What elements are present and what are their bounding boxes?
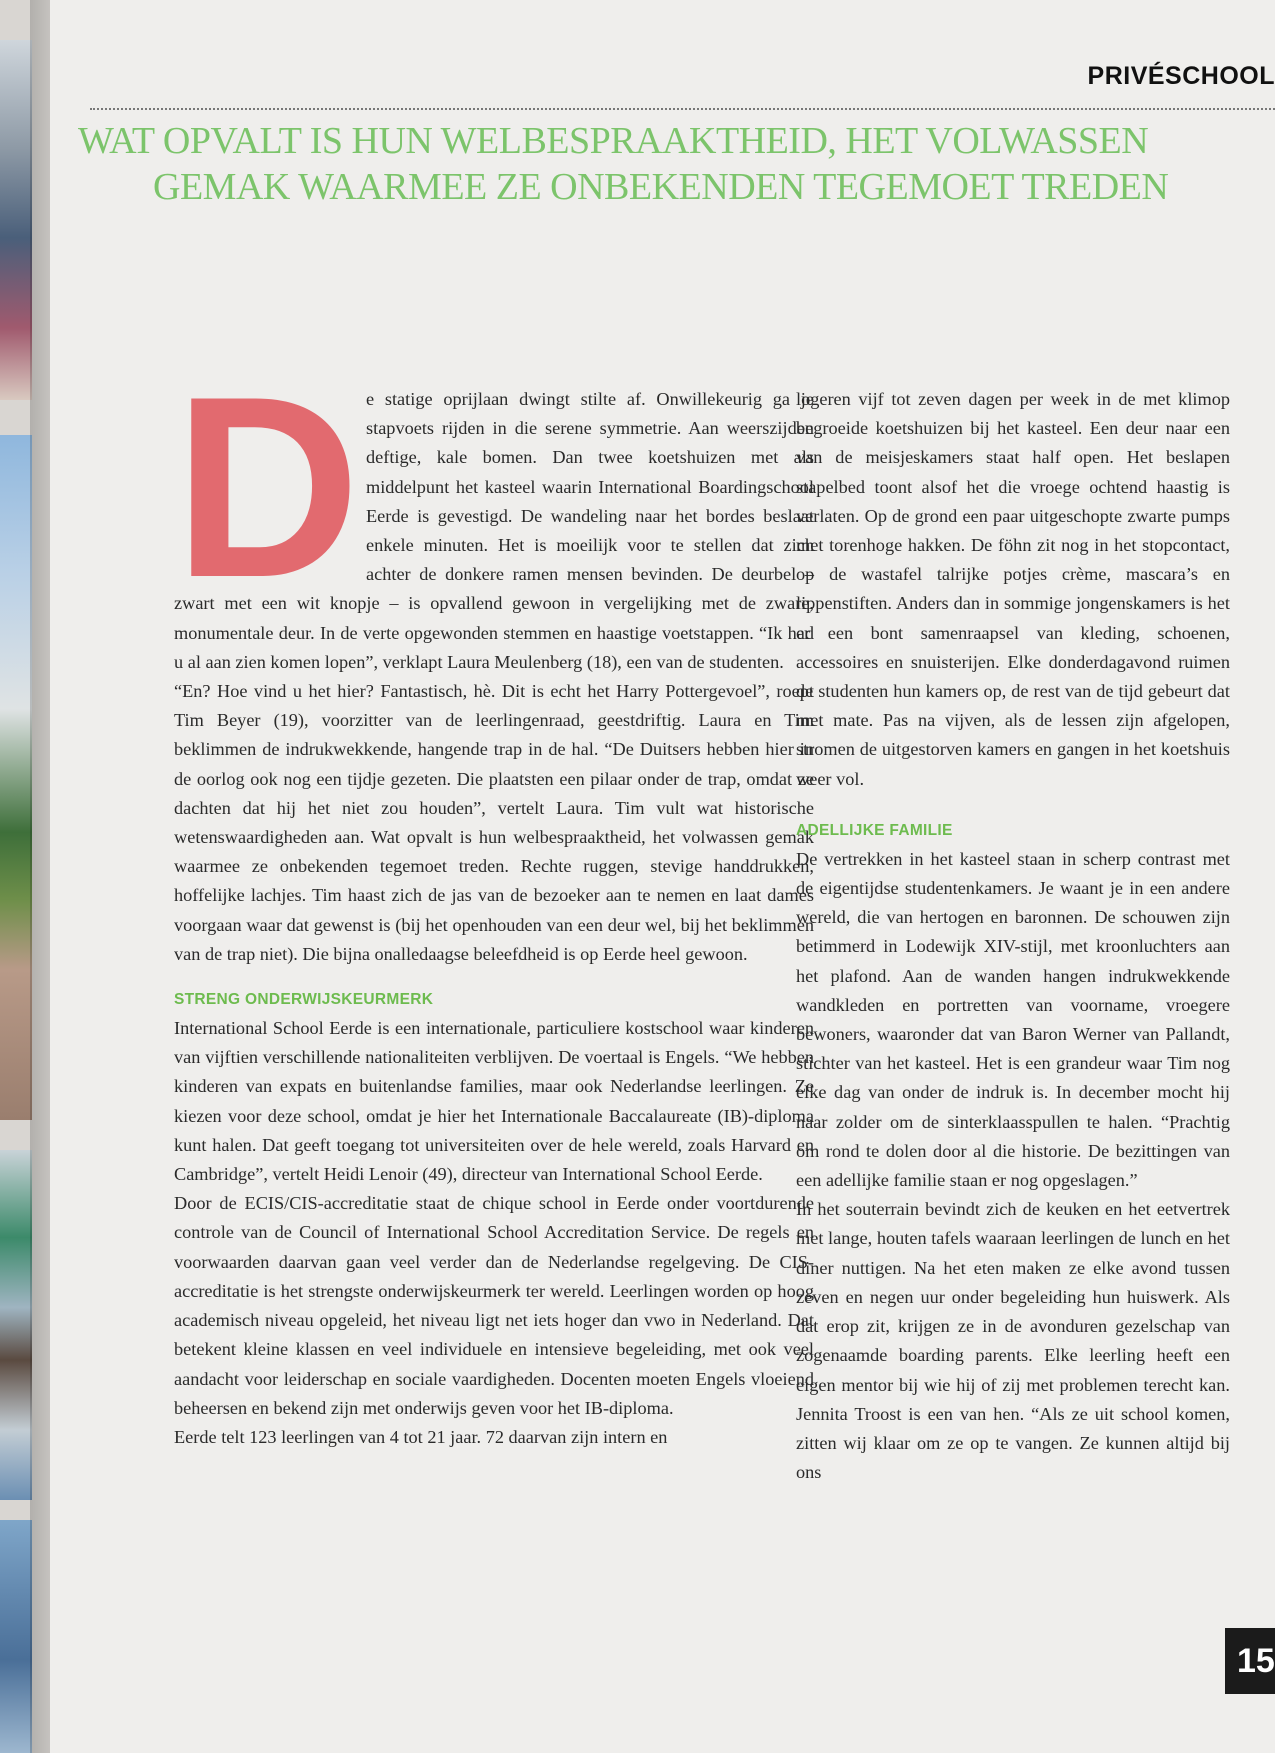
paragraph: Door de ECIS/CIS-accreditatie staat de chique school in Eerde onder voortdurende controle van de Council of International School Accreditation Service. De regels en voorwaarden daarvan gaan veel verder dan de Nederlandse regelgeving. De CIS-accreditatie is het strengste onderwijskeurmerk ter wereld. Leerlingen worden op hoog academisch niveau opgeleid, het niveau ligt net iets hoger dan vwo in Nederland. Dat betekent kleine klassen en veel individuele en intensieve begeleiding, met ook veel aandacht voor leiderschap en sociale vaardigheden. Docenten moeten Engels vloeiend beheersen en bekend zijn met onderwijs geven voor het IB-diploma. bbox=[174, 1193, 814, 1418]
article-column-1 bbox=[174, 342, 814, 1452]
section-label: PRIVÉSCHOOL bbox=[1087, 62, 1275, 90]
paragraph: e statige oprijlaan dwingt stilte af. Onwillekeurig ga je stapvoets rijden in die serene symmetrie. Aan weerszijden deftige, kale bomen. Dan twee koetshuizen met als middelpunt het kasteel waarin International Boardingschool Eerde is gevestigd. De wandeling naar het bordes beslaat enkele minuten. Het is moeilijk voor te stellen dat zich achter de donkere ramen mensen bevinden. De deurbel – zwart met een wit knopje – is opvallend gewoon in vergelijking met de zware, monumentale deur. In de verte opgewonden stemmen en haastige voetstappen. “Ik had u al aan zien komen lopen”, verklapt Laura Meulenberg (18), een van de studenten. bbox=[174, 389, 814, 672]
paragraph: Eerde telt 123 leerlingen van 4 tot 21 jaar. 72 daarvan zijn intern en bbox=[174, 1426, 668, 1447]
pull-quote bbox=[78, 118, 1275, 210]
subheading: ADELLIJKE FAMILIE bbox=[796, 821, 953, 839]
dotted-rule bbox=[90, 108, 1275, 110]
photo-fragment-3 bbox=[0, 1150, 32, 1500]
paragraph: “En? Hoe vind u het hier? Fantastisch, hè. Dit is echt het Harry Pottergevoel”, roept Tim Beyer (19), voorzitter van de leerlingenraad, geestdriftig. Laura en Tim beklimmen de indrukwekkende, hangende trap in de hal. “De Duitsers hebben hier in de oorlog ook nog een tijdje gezeten. Die plaatsten een pilaar onder de trap, omdat ze dachten dat hij het niet zou houden”, vertelt Laura. Tim vult wat historische wetenswaardigheden aan. Wat opvalt is hun welbespraaktheid, het volwassen gemak waarmee ze onbekenden tegemoet treden. Rechte ruggen, stevige handdrukken, hoffelijke lachjes. Tim haast zich de jas van de bezoeker aan te nemen en laat dames voorgaan waar dat gewenst is (bij het openhouden van een deur wel, bij het beklimmen van de trap niet). Die bijna onalledaagse beleefdheid is op Eerde heel gewoon. bbox=[174, 681, 814, 964]
paragraph: In het souterrain bevindt zich de keuken en het eetvertrek met lange, houten tafels waaraan leerlingen de lunch en het diner nuttigen. Na het eten maken ze elke avond tussen zeven en negen uur onder begeleiding hun huiswerk. Als dat erop zit, krijgen ze in de avonduren gezelschap van zogenaamde boarding parents. Elke leerling heeft een eigen mentor bij wie hij of zij met problemen terecht kan. Jennita Troost is een van hen. “Als ze uit school komen, zitten wij klaar om ze op te vangen. Ze kunnen altijd bij ons bbox=[796, 1199, 1230, 1483]
photo-fragment-2 bbox=[0, 435, 32, 1120]
photo-fragment-4 bbox=[0, 1520, 32, 1753]
pull-quote-line-1: WAT OPVALT IS HUN WELBESPRAAKTHEID, HET VOLWASSEN bbox=[78, 120, 1149, 162]
paragraph: De vertrekken in het kasteel staan in scherp contrast met de eigentijdse studentenkamers. Je waant je in een andere wereld, die van hertogen en baronnen. De schouwen zijn betimmerd in Lodewijk XIV-stijl, met kroonluchters aan het plafond. Aan de wanden hangen indrukwekkende wandkleden en portretten van voorname, vroegere bewoners, waaronder dat van Baron Werner van Pallandt, stichter van het kasteel. Het is een grandeur waar Tim nog elke dag van onder de indruk is. In december mocht hij naar zolder om de sinterklaasspullen te halen. “Prachtig om rond te dolen door al die historie. De bezittingen van een adellijke familie staan er nog opgeslagen.” bbox=[796, 848, 1230, 1191]
subheading: STRENG ONDERWIJSKEURMERK bbox=[174, 991, 434, 1009]
pull-quote-line-2: GEMAK WAARMEE ZE ONBEKENDEN TEGEMOET TREDEN bbox=[153, 166, 1169, 208]
magazine-page bbox=[50, 0, 1275, 1753]
paragraph: International School Eerde is een internationale, particuliere kostschool waar kinderen van vijftien verschillende nationaliteiten verblijven. De voertaal is Engels. “We hebben kinderen van expats en buitenlandse families, maar ook Nederlandse leerlingen. Ze kiezen voor deze school, omdat je hier het Internationale Baccalaureate (IB)-diploma kunt halen. Dat geeft toegang tot universiteiten over de hele wereld, zoals Harvard en Cambridge”, vertelt Heidi Lenoir (49), directeur van International School Eerde. bbox=[174, 1018, 814, 1185]
drop-cap: D bbox=[174, 342, 355, 631]
paragraph: logeren vijf tot zeven dagen per week in de met klimop begroeide koetshuizen bij het kasteel. Een deur naar een van de meisjeskamers staat half open. Het beslapen stapelbed toont alsof het die vroege ochtend haastig is verlaten. Op de grond een paar uitgeschopte zwarte pumps met torenhoge hakken. De föhn zit nog in het stopcontact, op de wastafel talrijke potjes crème, mascara’s en lippenstiften. Anders dan in sommige jongenskamers is het er een bont samenraapsel van kleding, schoenen, accessoires en snuisterijen. Elke donderdagavond ruimen de studenten hun kamers op, de rest van de tijd gebeurt dat met mate. Pas na vijven, als de lessen zijn afgelopen, stromen de uitgestorven kamers en gangen in het koetshuis weer vol. bbox=[796, 389, 1230, 789]
photo-fragment-1 bbox=[0, 40, 32, 400]
page-number: 15 bbox=[1225, 1628, 1275, 1694]
article-column-2 bbox=[796, 385, 1230, 1487]
